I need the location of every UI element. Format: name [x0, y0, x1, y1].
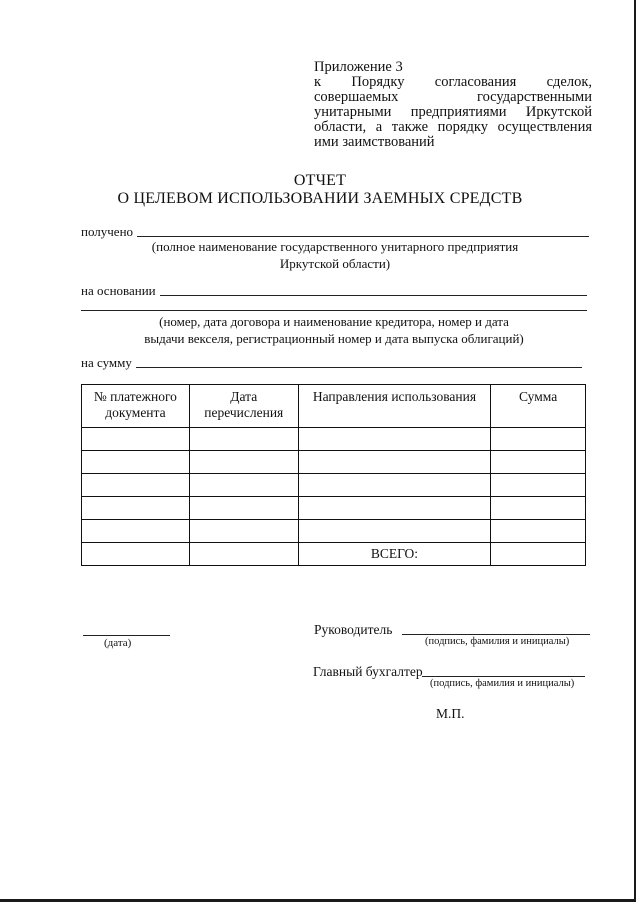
basis-field-line-2[interactable]: [81, 310, 587, 311]
col-header-date: Дата перечисления: [189, 385, 298, 428]
table-cell[interactable]: [491, 497, 586, 520]
table-total-row: [82, 543, 586, 566]
table-cell[interactable]: [189, 428, 298, 451]
table-row: [82, 428, 586, 451]
table-cell[interactable]: [491, 474, 586, 497]
usage-table: [81, 384, 586, 566]
basis-field-line-1[interactable]: [160, 295, 587, 296]
accountant-label: Главный бухгалтер: [313, 664, 423, 679]
date-field-line[interactable]: [83, 635, 170, 636]
received-field-line[interactable]: [137, 236, 589, 237]
table-cell[interactable]: [82, 428, 190, 451]
director-signature-line[interactable]: [402, 634, 590, 635]
col-header-direction: Направления использования: [298, 385, 491, 428]
accountant-caption: (подпись, фамилия и инициалы): [430, 678, 575, 689]
received-label: получено: [81, 224, 134, 239]
annex-block: [314, 60, 592, 150]
table-cell[interactable]: [298, 451, 491, 474]
table-header-row: [82, 385, 586, 428]
stamp-placeholder: М.П.: [436, 706, 465, 721]
report-subtitle: О ЦЕЛЕВОМ ИСПОЛЬЗОВАНИИ ЗАЕМНЫХ СРЕДСТВ: [117, 190, 523, 207]
table-cell[interactable]: [189, 543, 298, 566]
total-label: ВСЕГО:: [298, 543, 491, 566]
basis-caption-line2: выдачи векселя, регистрационный номер и дата выпуска облигаций): [144, 331, 524, 346]
date-caption: (дата): [104, 637, 132, 649]
table-cell[interactable]: [189, 474, 298, 497]
table-cell[interactable]: [298, 474, 491, 497]
table-cell[interactable]: [82, 474, 190, 497]
table-row: [82, 520, 586, 543]
col-header-doc-number: № платежного документа: [82, 385, 190, 428]
col-header-sum: Сумма: [491, 385, 586, 428]
table-cell[interactable]: [189, 520, 298, 543]
table-cell[interactable]: [189, 451, 298, 474]
table-cell[interactable]: [298, 520, 491, 543]
accountant-signature-line[interactable]: [422, 676, 585, 677]
table-cell[interactable]: [82, 497, 190, 520]
annex-text: к Порядку согласования сделок, совершаемых государственными унитарными предприятиями Иркутской области, а также порядку осуществления ими заимствований: [314, 74, 592, 150]
received-caption-line2: Иркутской области): [279, 256, 391, 271]
table-cell[interactable]: [82, 543, 190, 566]
table-cell[interactable]: [491, 451, 586, 474]
received-caption-line1: (полное наименование государственного унитарного предприятия: [151, 239, 519, 254]
basis-label: на основании: [81, 283, 156, 298]
table-cell[interactable]: [491, 520, 586, 543]
report-title: ОТЧЕТ: [293, 172, 347, 189]
table-row: [82, 474, 586, 497]
table-cell[interactable]: [189, 497, 298, 520]
table-row: [82, 497, 586, 520]
amount-label: на сумму: [81, 355, 132, 370]
annex-title: Приложение 3: [314, 59, 403, 75]
basis-caption-line1: (номер, дата договора и наименование кредитора, номер и дата: [159, 314, 509, 329]
table-cell[interactable]: [82, 451, 190, 474]
table-cell[interactable]: [82, 520, 190, 543]
table-cell[interactable]: [298, 497, 491, 520]
total-sum-cell[interactable]: [491, 543, 586, 566]
director-label: Руководитель: [314, 622, 393, 637]
received-caption: [81, 238, 589, 272]
table-cell[interactable]: [491, 428, 586, 451]
director-caption: (подпись, фамилия и инициалы): [425, 636, 570, 647]
amount-field-line[interactable]: [136, 367, 582, 368]
basis-caption: [81, 313, 587, 347]
table-row: [82, 451, 586, 474]
table-cell[interactable]: [298, 428, 491, 451]
